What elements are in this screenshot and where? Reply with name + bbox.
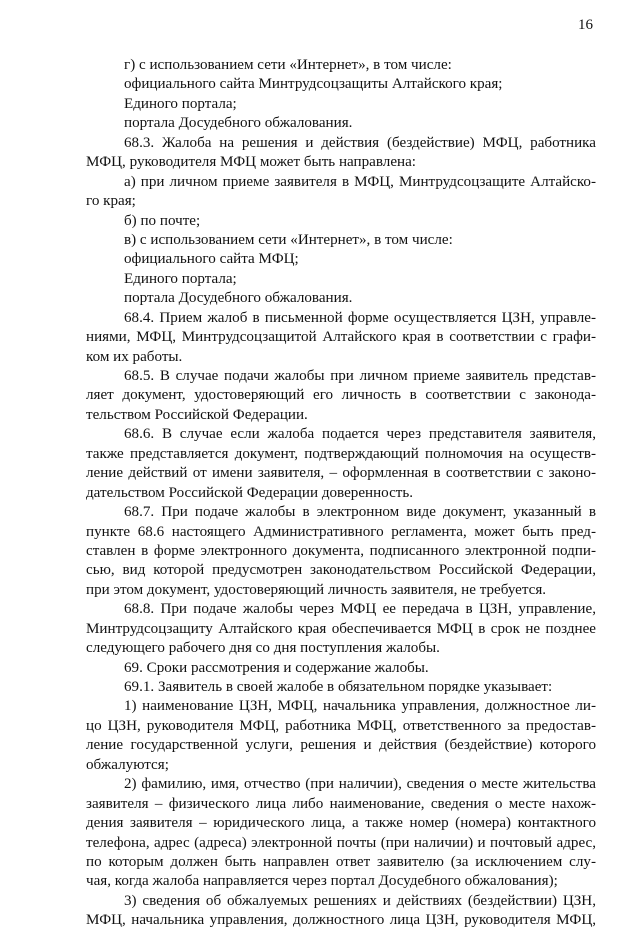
text-line: 68.4. Прием жалоб в письменной форме осуществляется ЦЗН, управле- [124, 309, 596, 326]
text-line: МФЦ, начальника управления, должностного лица ЦЗН, руководителя МФЦ, [86, 912, 596, 929]
text-line: ление действий от имени заявителя, – оформленная в соответствии с законо- [86, 465, 596, 482]
text-line: следующего рабочего дня со дня поступления жалобы. [86, 640, 440, 657]
text-line: дения заявителя – юридического лица, а также номер (номера) контактного [86, 815, 596, 832]
text-line: 68.6. В случае если жалоба подается через представителя заявителя, [124, 426, 596, 443]
text-line: ниями, МФЦ, Минтрудсоцзащитой Алтайского края в соответствии с графи- [86, 329, 596, 346]
text-line: а) при личном приеме заявителя в МФЦ, Минтрудсоцзащите Алтайско- [124, 173, 596, 190]
text-line: 68.7. При подаче жалобы в электронном виде документ, указанный в [124, 504, 596, 521]
text-line: по которым должен быть направлен ответ заявителю (за исключением слу- [86, 853, 596, 870]
body-text [86, 56, 596, 931]
text-line: 68.8. При подаче жалобы через МФЦ ее передача в ЦЗН, управление, [124, 601, 596, 618]
text-line: 68.5. В случае подачи жалобы при личном приеме заявитель представ- [124, 368, 596, 384]
text-line: 2) фамилию, имя, отчество (при наличии), сведения о месте жительства [124, 776, 596, 793]
text-line: Минтрудсоцзащиту Алтайского края обеспечивается МФЦ в срок не позднее [86, 620, 596, 637]
text-line: цо ЦЗН, руководителя МФЦ, работника МФЦ, ответственного за предостав- [86, 717, 596, 734]
text-line: при этом документ, удостоверяющий личность заявителя, не требуется. [86, 581, 547, 598]
text-line: ставлен в форме электронного документа, подписанного электронной подпи- [86, 542, 596, 559]
text-line: МФЦ, руководителя МФЦ может быть направлена: [86, 154, 416, 171]
text-line: 1) наименование ЦЗН, МФЦ, начальника управления, должностное ли- [124, 698, 596, 715]
text-line: портала Досудебного обжалования. [124, 290, 353, 307]
text-line: чая, когда жалоба направляется через портал Досудебного обжалования); [86, 873, 558, 890]
text-line: сью, вид которой предусмотрен законодательством Российской Федерации, [86, 562, 596, 579]
text-line: 68.3. Жалоба на решения и действия (бездействие) МФЦ, работника [124, 134, 596, 151]
text-line: ление государственной услуги, решения и действия (бездействие) которого [86, 737, 596, 754]
text-line: в) с использованием сети «Интернет», в том числе: [124, 231, 453, 248]
text-line: б) по почте; [124, 212, 201, 229]
text-line: заявителя – физического лица либо наименование, сведения о месте нахож- [86, 795, 596, 812]
text-line: также представляется документ, подтверждающий полномочия на осуществ- [86, 445, 596, 462]
text-line: 69.1. Заявитель в своей жалобе в обязательном порядке указывает: [124, 679, 553, 695]
text-line: дательством Российской Федерации доверенность. [86, 484, 414, 501]
text-line: Единого портала; [124, 95, 237, 112]
text-line: официального сайта Минтрудсоцзащиты Алтайского края; [124, 76, 503, 93]
text-line: 69. Сроки рассмотрения и содержание жалобы. [124, 659, 429, 676]
text-line: портала Досудебного обжалования. [124, 115, 353, 132]
text-line: пункте 68.6 настоящего Административного регламента, может быть пред- [86, 523, 596, 540]
text-line: г) с использованием сети «Интернет», в том числе: [124, 57, 452, 73]
text-line: Единого портала; [124, 270, 237, 287]
text-line: ком их работы. [86, 348, 183, 365]
text-line: 3) сведения об обжалуемых решениях и действиях (бездействии) ЦЗН, [124, 892, 596, 909]
text-line: го края; [86, 193, 136, 210]
text-line: официального сайта МФЦ; [124, 251, 299, 268]
page-number: 16 [578, 17, 593, 33]
text-line: телефона, адрес (адреса) электронной почты (при наличии) и почтовый адрес, [86, 834, 596, 851]
text-line: обжалуются; [86, 756, 169, 773]
text-line: ляет документ, удостоверяющий его личность в соответствии с законода- [86, 387, 596, 404]
text-line: тельством Российской Федерации. [86, 406, 308, 423]
